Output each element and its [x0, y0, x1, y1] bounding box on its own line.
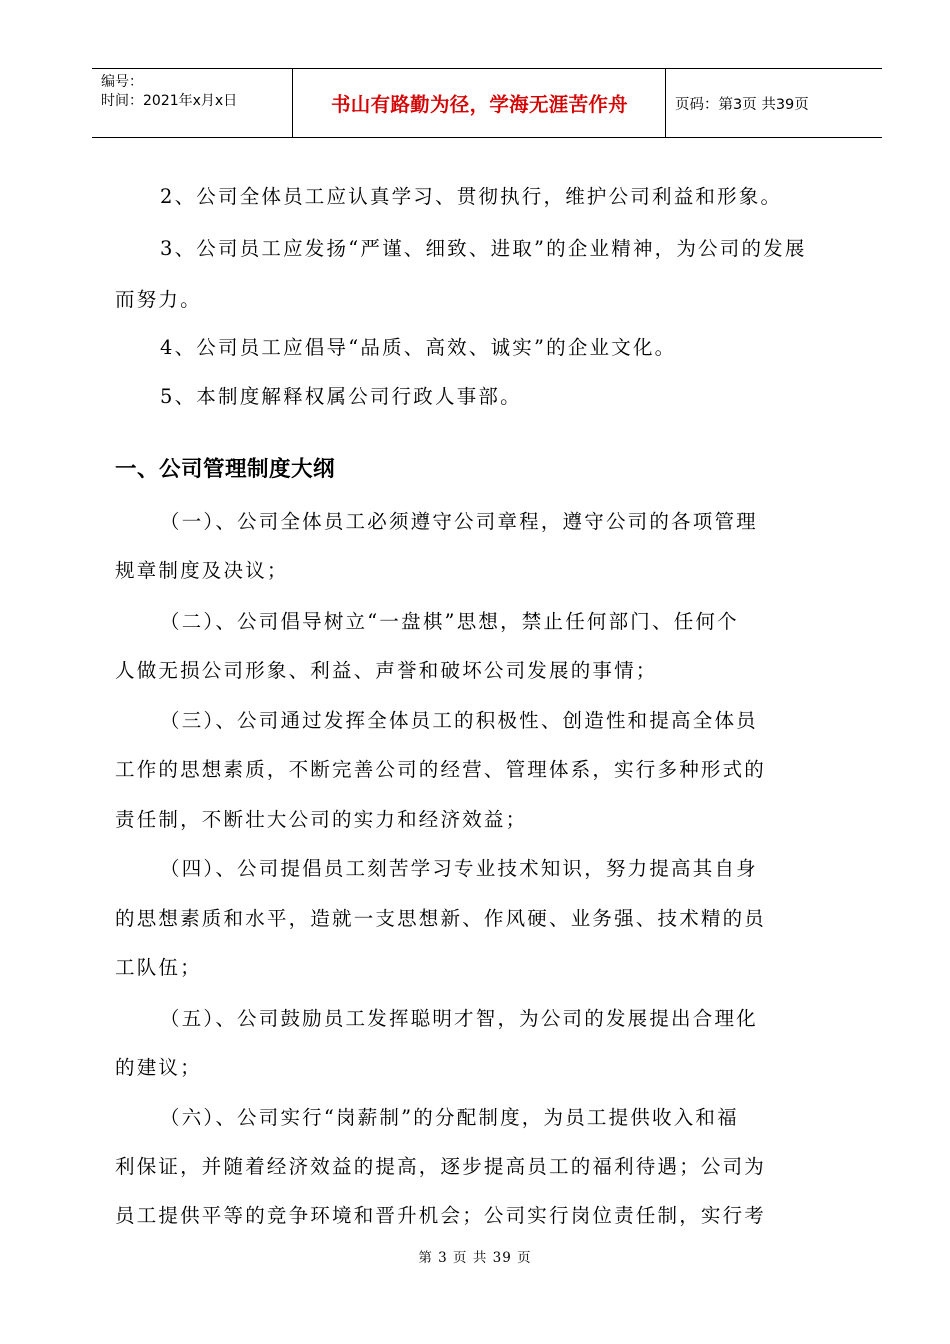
time-label: 时间：2021年x月x日 [101, 93, 238, 109]
header-page-label: 页码：第3页 共39页 [675, 96, 809, 113]
clause-4-cont: 工队伍； [115, 956, 202, 979]
clause-4-cont: 的思想素质和水平，造就一支思想新、作风硬、业务强、技术精的员 [115, 907, 767, 930]
header-motto: 书山有路勤为径，学海无涯苦作舟 [330, 93, 628, 116]
page-footer: 第 3 页 共 39 页 [418, 1250, 532, 1266]
clause-6: （六）、公司实行“岗薪制”的分配制度，为员工提供收入和福 [160, 1106, 739, 1129]
item-2: 2、公司全体员工应认真学习、贯彻执行，维护公司利益和形象。 [160, 185, 783, 208]
header-divider [292, 69, 293, 137]
clause-2-cont: 人做无损公司形象、利益、声誉和破坏公司发展的事情； [115, 659, 658, 682]
clause-5: （五）、公司鼓励员工发挥聪明才智，为公司的发展提出合理化 [160, 1007, 758, 1030]
item-5: 5、本制度解释权属公司行政人事部。 [160, 385, 522, 408]
clause-5-cont: 的建议； [115, 1056, 202, 1079]
item-3-cont: 而努力。 [115, 288, 202, 311]
clause-3-cont: 责任制，不断壮大公司的实力和经济效益； [115, 808, 528, 831]
header-divider [665, 69, 666, 137]
item-3: 3、公司员工应发扬“严谨、细致、进取”的企业精神，为公司的发展 [160, 237, 807, 260]
section-heading: 一、公司管理制度大纲 [115, 457, 336, 482]
clause-3: （三）、公司通过发挥全体员工的积极性、创造性和提高全体员 [160, 709, 758, 732]
document-header [92, 68, 882, 138]
clause-1: （一）、公司全体员工必须遵守公司章程，遵守公司的各项管理 [160, 510, 758, 533]
clause-6-cont: 利保证，并随着经济效益的提高，逐步提高员工的福利待遇；公司为 [115, 1155, 767, 1178]
clause-2: （二）、公司倡导树立“一盘棋”思想，禁止任何部门、任何个 [160, 610, 739, 633]
clause-4: （四）、公司提倡员工刻苦学习专业技术知识，努力提高其自身 [160, 857, 758, 880]
clause-3-cont: 工作的思想素质，不断完善公司的经营、管理体系，实行多种形式的 [115, 758, 767, 781]
header-meta [101, 73, 237, 111]
clause-6-cont: 员工提供平等的竞争环境和晋升机会；公司实行岗位责任制，实行考 [115, 1204, 767, 1227]
number-label: 编号： [101, 74, 143, 90]
item-4: 4、公司员工应倡导“品质、高效、诚实”的企业文化。 [160, 336, 677, 359]
clause-1-cont: 规章制度及决议； [115, 559, 289, 582]
